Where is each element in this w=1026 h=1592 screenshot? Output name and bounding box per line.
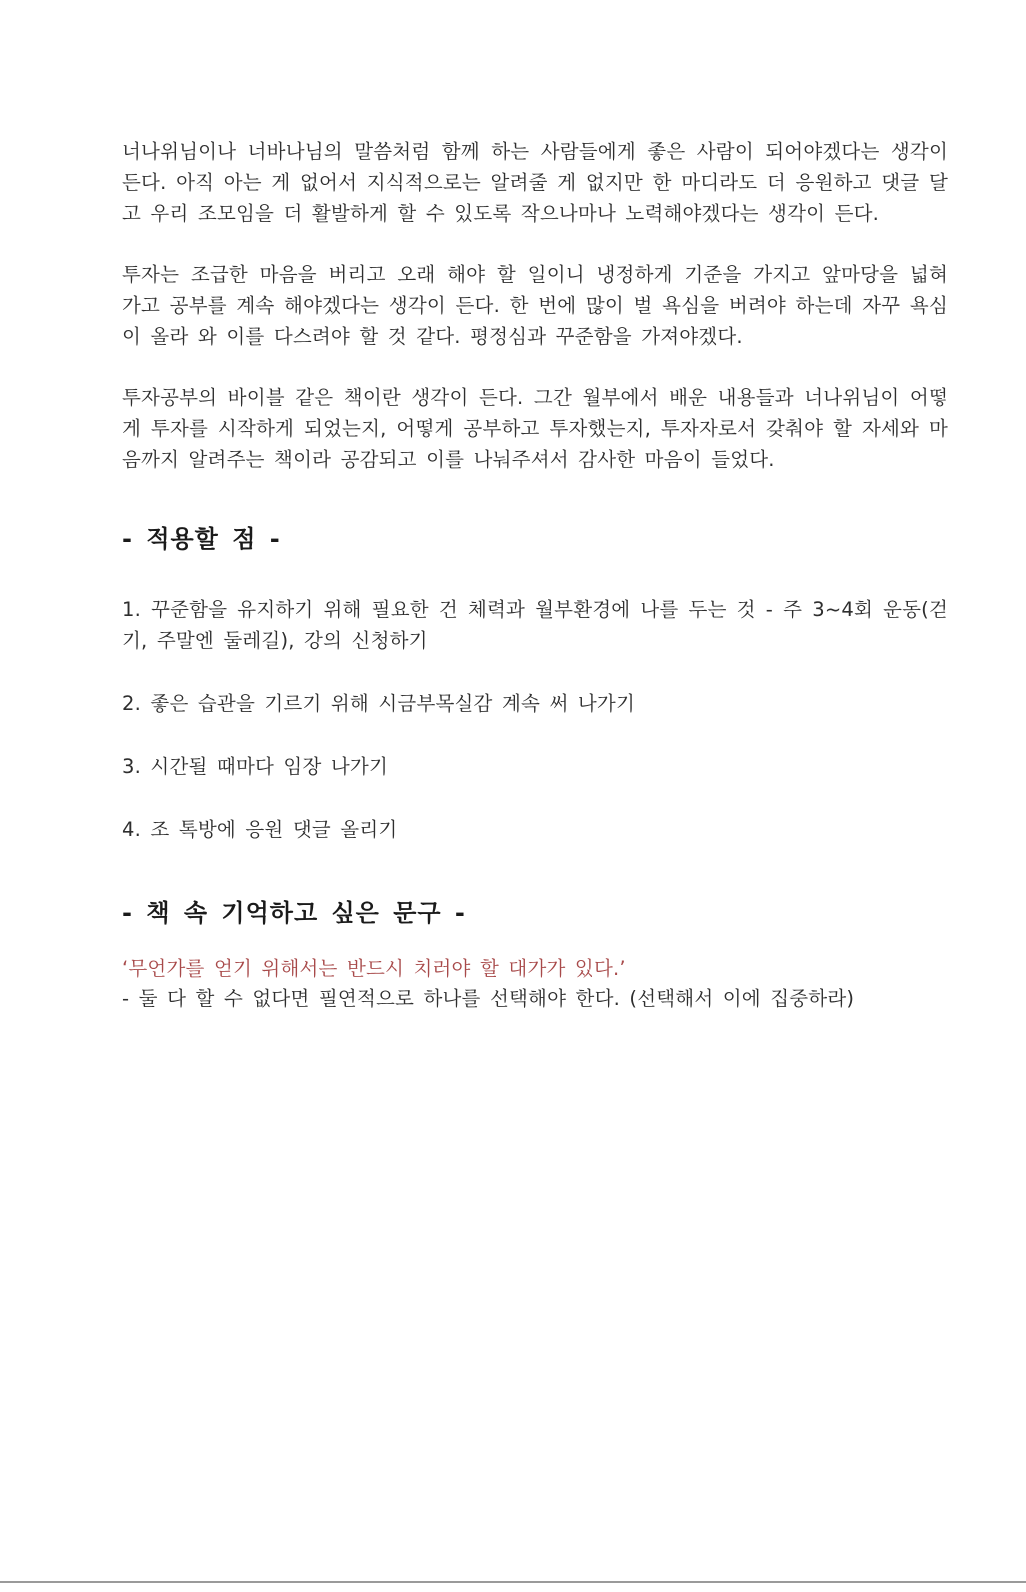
list-item-apply-4: 4. 조 톡방에 응원 댓글 올리기 [122,818,398,841]
quote-explanation: - 둘 다 할 수 없다면 필연적으로 하나를 선택해야 한다. (선택해서 이에 집중하라) [122,987,855,1010]
paragraph-reflection-3: 투자공부의 바이블 같은 책이란 생각이 든다. 그간 월부에서 배운 내용들과 너나위님이 어떻게 투자를 시작하게 되었는지, 어떻게 공부하고 투자했는지, 투자자로서 갖춰야 할 자세와 마음까지 알려주는 책이라 공감되고 이를 나눠주셔서 감사한 마음이 들었다. [122,386,948,471]
list-item-apply-2: 2. 좋은 습관을 기르기 위해 시금부목실감 계속 써 나가기 [122,692,636,715]
document-body [122,136,948,1014]
section-heading-quote: - 책 속 기억하고 싶은 문구 - [122,899,466,927]
highlighted-quote: ‘무언가를 얻기 위해서는 반드시 치러야 할 대가가 있다.’ [122,957,626,980]
bottom-divider [0,1581,1026,1583]
section-heading-apply: - 적용할 점 - [122,525,281,553]
list-item-apply-3: 3. 시간될 때마다 임장 나가기 [122,755,389,778]
paragraph-reflection-1: 너나위님이나 너바나님의 말씀처럼 함께 하는 사람들에게 좋은 사람이 되어야겠다는 생각이 든다. 아직 아는 게 없어서 지식적으로는 알려줄 게 없지만 한 마디라도 더 응원하고 댓글 달고 우리 조모임을 더 활발하게 할 수 있도록 작으나마나 노력해야겠다는 생각이 든다. [122,140,948,225]
list-item-apply-1: 1. 꾸준함을 유지하기 위해 필요한 건 체력과 월부환경에 나를 두는 것 - 주 3~4회 운동(걷기, 주말엔 둘레길), 강의 신청하기 [122,598,948,652]
paragraph-reflection-2: 투자는 조급한 마음을 버리고 오래 해야 할 일이니 냉정하게 기준을 가지고 앞마당을 넓혀 가고 공부를 계속 해야겠다는 생각이 든다. 한 번에 많이 벌 욕심을 버려야 하는데 자꾸 욕심이 올라 와 이를 다스려야 할 것 같다. 평정심과 꾸준함을 가져야겠다. [122,263,948,348]
